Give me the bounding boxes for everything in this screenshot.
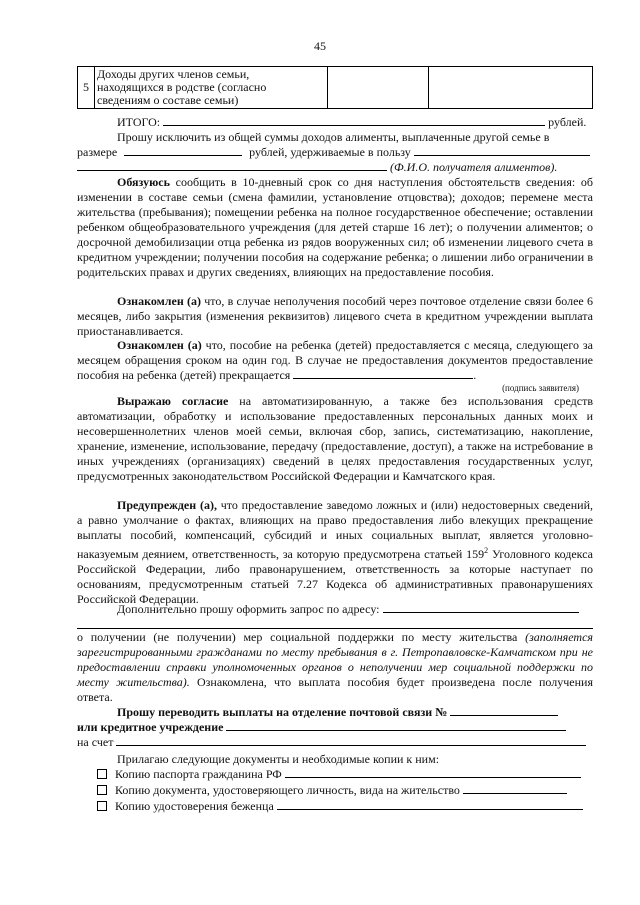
acknowledge-1-bold: Ознакомлен (а) bbox=[117, 294, 201, 308]
consent-bold: Выражаю согласие bbox=[117, 394, 229, 408]
checkbox-icon[interactable] bbox=[97, 785, 107, 795]
checkbox-icon[interactable] bbox=[97, 769, 107, 779]
social-support-text: о получении (не получении) мер социальной поддержки по месту жительства bbox=[77, 630, 526, 644]
transfer-bank-label: или кредитное учреждение bbox=[77, 720, 224, 734]
transfer-post-label: Прошу переводить выплаты на отделение почтовой связи № bbox=[117, 705, 448, 719]
acknowledge-paragraph-1 bbox=[77, 294, 593, 339]
attachment-label: Копию удостоверения беженца bbox=[115, 799, 274, 813]
row-label-line-1: Доходы других членов семьи, bbox=[97, 67, 250, 81]
page-number: 45 bbox=[314, 39, 326, 53]
attachment-item bbox=[77, 783, 593, 798]
attachments-label: Прилагаю следующие документы и необходимые копии к ним: bbox=[117, 752, 440, 766]
acknowledge-paragraph-2 bbox=[77, 338, 593, 383]
fio-caption: (Ф.И.О. получателя алиментов). bbox=[390, 160, 558, 174]
obligation-paragraph bbox=[77, 175, 593, 280]
attachment-item bbox=[77, 799, 593, 814]
social-support-italic: (заполняется зарегистрированными гражданами по месту пребывания в г. Петропавловске-Камчатском при не предоставлении справки уполномоченных органов о неполучении мер социальной поддержки по месту жительства). bbox=[77, 630, 593, 689]
attachment-detail-field[interactable] bbox=[277, 799, 583, 810]
account-label: на счет bbox=[77, 735, 114, 749]
transfer-line-1 bbox=[77, 705, 593, 720]
total-field[interactable] bbox=[163, 115, 545, 126]
warning-text: что предоставление заведомо ложных и (или) недостоверных сведений, а равно умолчание о фактах, влияющих на право предоставления либо влекущих прекращение выплаты пособий, компенсаций, субсидий и иных социальных выплат, является уголовно-наказуемым деянием, ответственность, за которую предусмотрена статьей 159 bbox=[77, 498, 593, 561]
additional-request-label: Дополнительно прошу оформить запрос по адресу: bbox=[117, 602, 380, 616]
alimony-recipient-field[interactable] bbox=[414, 145, 590, 156]
table-row bbox=[78, 67, 593, 109]
additional-request-line bbox=[77, 602, 593, 617]
obligation-text: сообщить в 10-дневный срок со дня наступления обстоятельств сведения: об изменении в составе семьи (смена фамилии, установление отцовства); доходов; перемене места жительства (пребывания); помещении ребенка на полное государственное обеспечение; оставлении ребенком общеобразовательного учреждения (для детей старше 16 лет); о получении алиментов; о досрочной демобилизации отца ребенка из рядов вооруженных сил; об изменении лицевого счета в кредитном учреждении; получении пособия на содержание ребенка; о лишении либо ограничении в родительских правах и других сведениях, влияющих на предоставление пособия. bbox=[77, 175, 593, 279]
total-label: ИТОГО: bbox=[117, 115, 161, 129]
signature-caption: (подпись заявителя) bbox=[502, 383, 579, 393]
alimony-recipient-field-2[interactable] bbox=[77, 160, 387, 171]
acknowledge-1-text: что, в случае неполучения пособий через почтовое отделение связи более 6 месяцев, либо закрытия (изменения реквизитов) лицевого счета в кредитном учреждении выплата приостанавливается. bbox=[77, 294, 593, 338]
exclude-line-1 bbox=[77, 130, 593, 145]
attachment-label: Копию документа, удостоверяющего личность, вида на жительство bbox=[115, 783, 460, 797]
row-number-cell: 5 bbox=[78, 67, 95, 109]
acknowledge-2-text: что, пособие на ребенка (детей) предоставляется с месяца, следующего за месяцем обращения сроком на один год. В случае не предоставления документов предоставление пособия на ребенка (детей) прекращается bbox=[77, 338, 593, 382]
warning-superscript: 2 bbox=[484, 546, 489, 555]
row-value-cell-2[interactable] bbox=[429, 67, 593, 109]
total-line bbox=[77, 115, 593, 130]
social-support-paragraph bbox=[77, 630, 593, 705]
obligation-bold: Обязуюсь bbox=[117, 175, 170, 189]
consent-paragraph bbox=[77, 394, 593, 484]
applicant-signature-field[interactable] bbox=[293, 368, 473, 379]
social-support-text-2: Ознакомлена, что выплата пособия будет произведена после получения ответа. bbox=[77, 675, 593, 704]
row-label-line-2: находящихся в родстве (согласно bbox=[97, 80, 267, 94]
warning-text-2: Уголовного кодекса Российской Федерации, либо правонарушением, ответственность за которые наступает по основаниям, предусмотренным статьей 7.27 Кодекса об административных правонарушениях Российской Федерации. bbox=[77, 547, 593, 606]
exclude-line-2 bbox=[77, 145, 593, 160]
post-office-number-field[interactable] bbox=[450, 705, 558, 716]
warning-bold: Предупрежден (а), bbox=[117, 498, 217, 512]
exclude-razmere-label: размере bbox=[77, 145, 118, 159]
attachment-detail-field[interactable] bbox=[285, 767, 581, 778]
exclude-text: Прошу исключить из общей суммы доходов алименты, выплаченные другой семье в bbox=[117, 130, 550, 144]
alimony-amount-field[interactable] bbox=[124, 145, 242, 156]
row-value-cell-1[interactable] bbox=[328, 67, 429, 109]
request-address-field[interactable] bbox=[383, 602, 579, 613]
transfer-line-2 bbox=[77, 720, 593, 735]
transfer-line-3 bbox=[77, 735, 593, 750]
attachments-heading bbox=[77, 752, 593, 767]
request-address-field-2[interactable] bbox=[77, 628, 593, 629]
acknowledge-2-end: . bbox=[473, 368, 477, 382]
warning-paragraph bbox=[77, 498, 593, 607]
attachment-label: Копию паспорта гражданина РФ bbox=[115, 767, 282, 781]
account-field[interactable] bbox=[116, 735, 586, 746]
exclude-mid-label: рублей, удерживаемые в пользу bbox=[249, 145, 411, 159]
exclude-line-3 bbox=[77, 160, 593, 175]
total-rub-label: рублей. bbox=[548, 115, 587, 129]
income-table bbox=[77, 66, 593, 109]
checkbox-icon[interactable] bbox=[97, 801, 107, 811]
bank-field[interactable] bbox=[226, 720, 566, 731]
attachment-item bbox=[77, 767, 593, 782]
row-label-cell bbox=[95, 67, 328, 109]
attachment-detail-field[interactable] bbox=[463, 783, 567, 794]
row-label-line-3: сведениям о составе семьи) bbox=[97, 93, 239, 107]
consent-text: на автоматизированную, а также без использования средств автоматизации, обработку и использование предоставленных персональных данных моих и несовершеннолетних членов моей семьи, включая сбор, запись, систематизацию, накопление, хранение, изменение, использование, передачу (предоставление, доступ), а также на истребование в иных учреждениях (организациях) сведений в целях предоставления государственных услуг, предусмотренных законодательством Российской Федерации и Камчатского края. bbox=[77, 394, 593, 483]
acknowledge-2-bold: Ознакомлен (а) bbox=[117, 338, 202, 352]
